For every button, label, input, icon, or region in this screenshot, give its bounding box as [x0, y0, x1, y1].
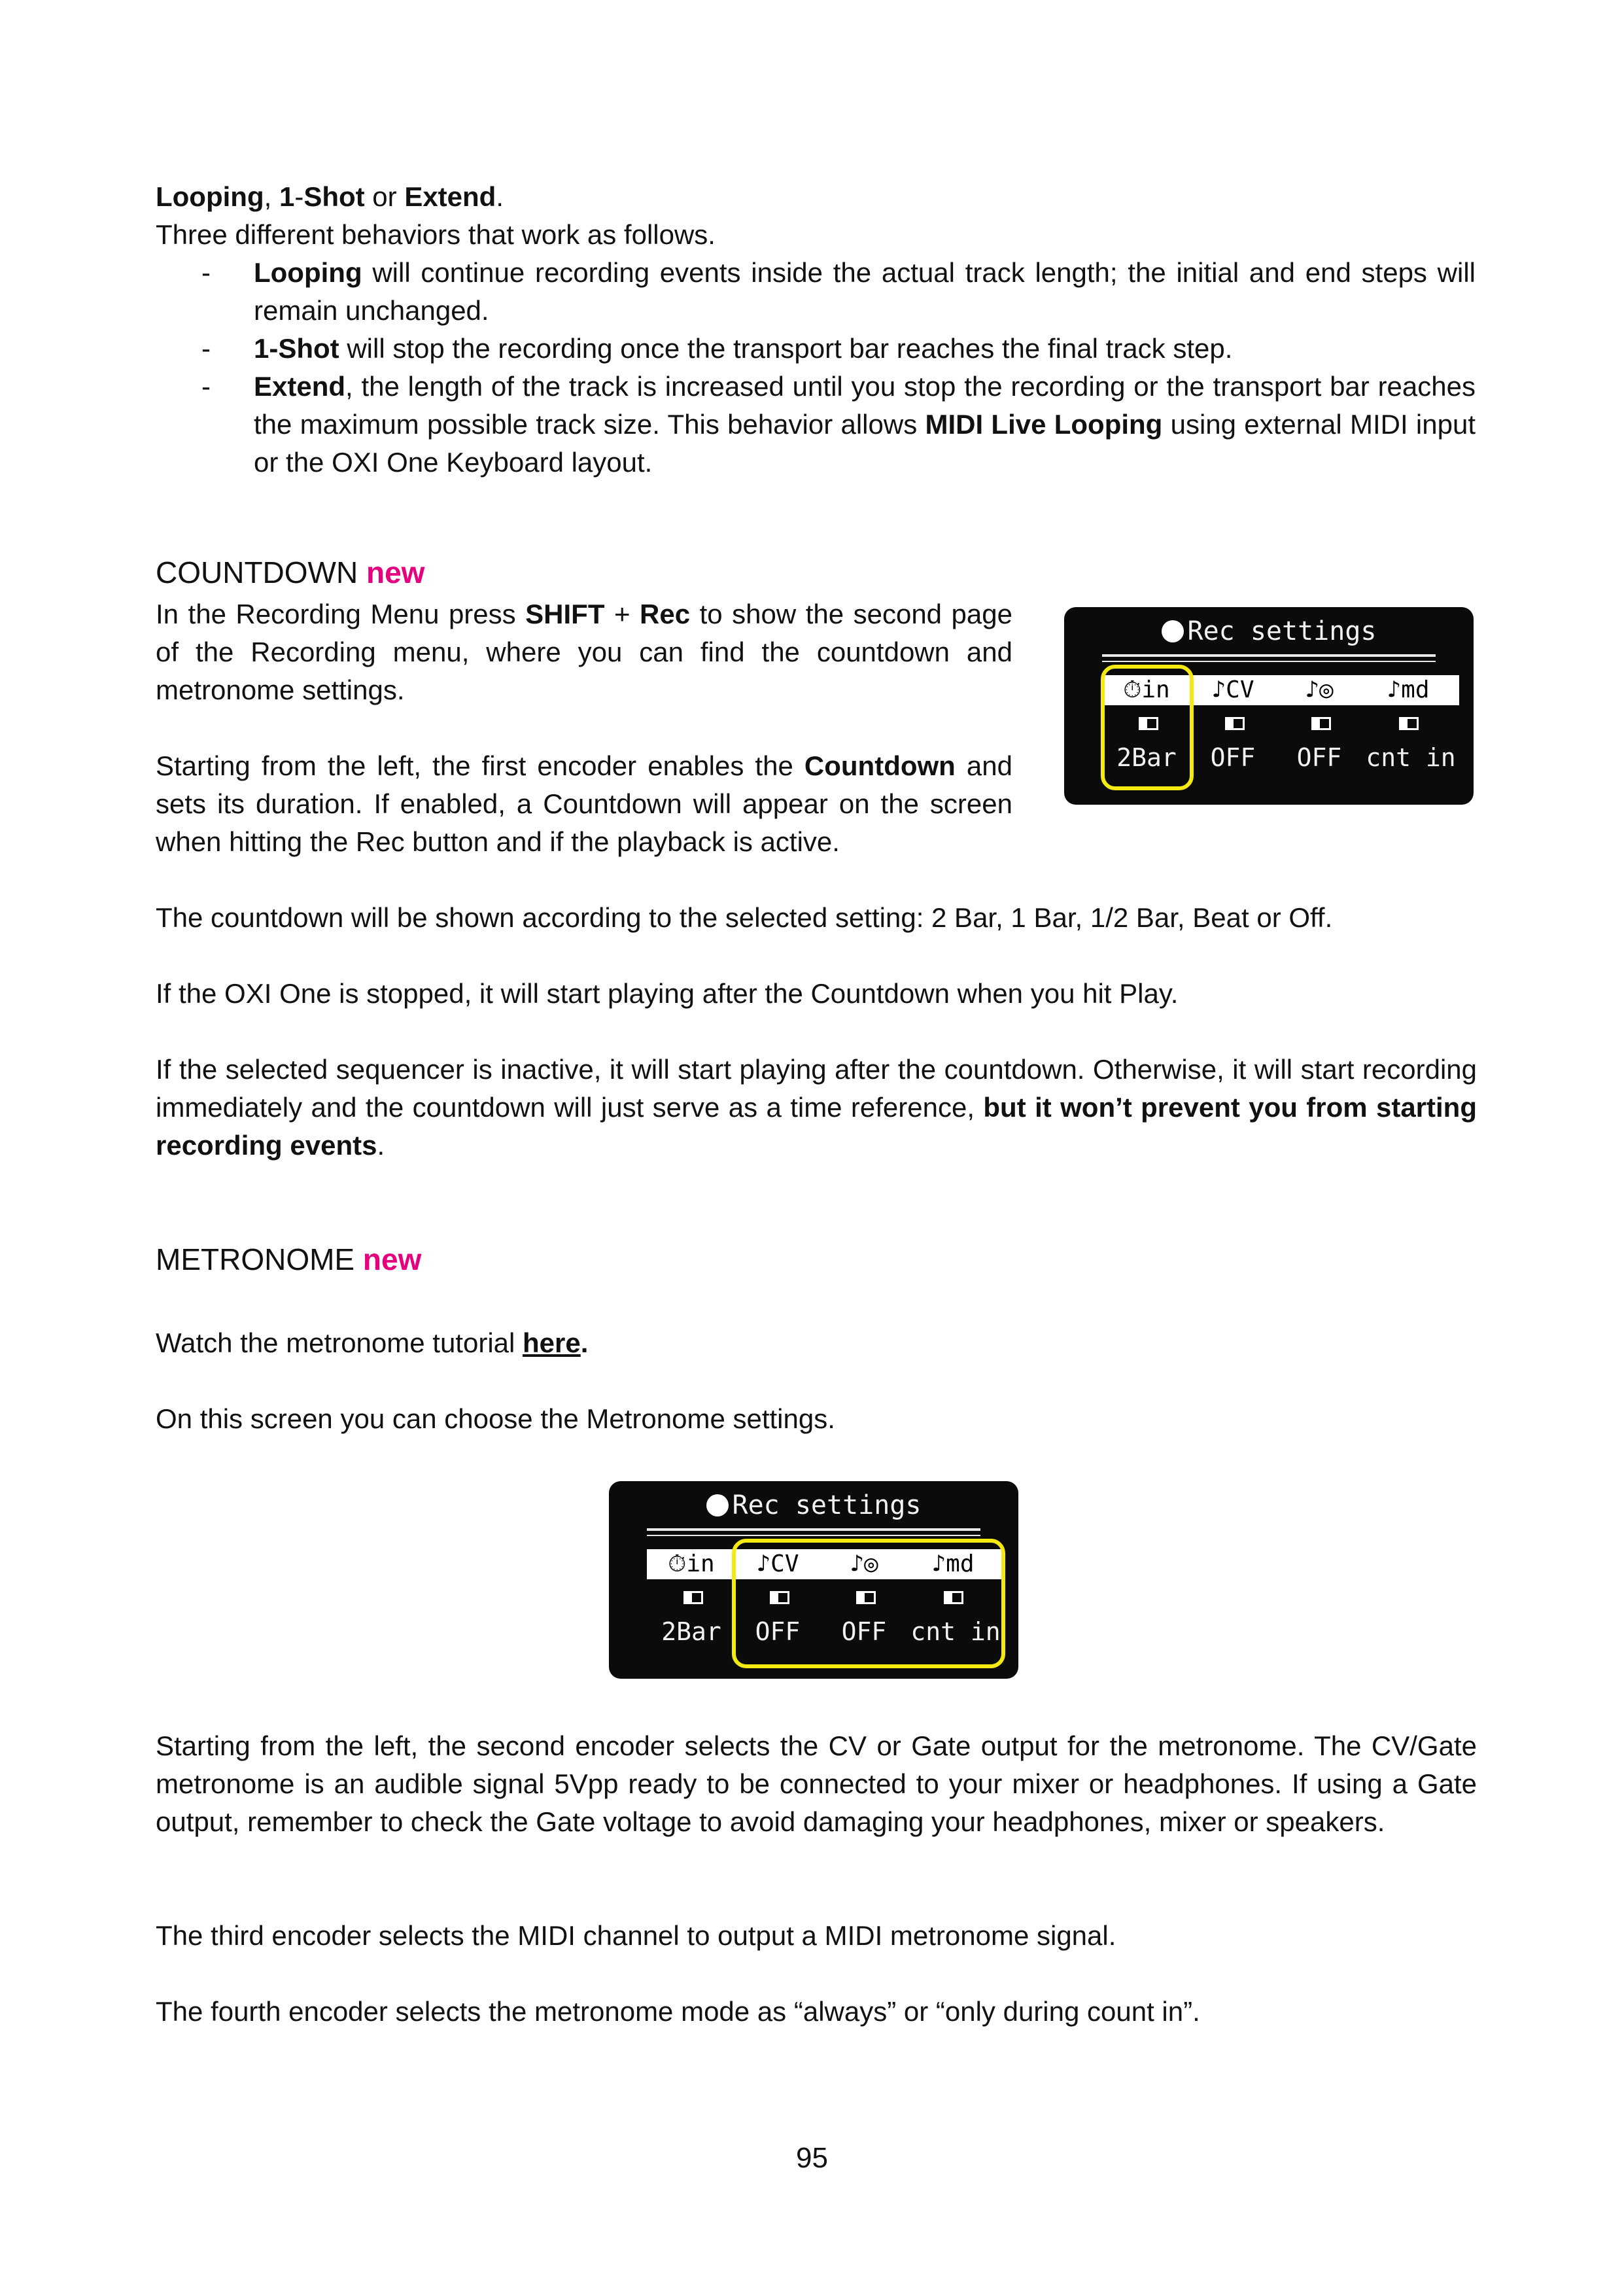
metronome-icon: ♪ — [850, 1550, 864, 1577]
bullet-dash: - — [201, 371, 211, 402]
text: and sets its duration. If enabled, a Countdown will appear on the screen when hitting the Rec button and if the playback is active. — [156, 750, 1012, 857]
tutorial-link[interactable]: here — [523, 1327, 581, 1358]
screen-title — [609, 1490, 1018, 1520]
header-md — [1362, 675, 1454, 705]
header-label: in — [1141, 676, 1170, 703]
bullet-oneshot — [201, 330, 1476, 368]
midi-port-icon: ◎ — [864, 1550, 878, 1577]
text: Watch the metronome tutorial — [156, 1327, 523, 1358]
encoder-indicator — [1225, 717, 1245, 730]
text: Starting from the left, the first encoder enables the — [156, 750, 804, 781]
countdown-para-2 — [156, 747, 1012, 861]
screen-title-text: Rec settings — [732, 1490, 922, 1520]
encoder-indicator — [1399, 717, 1419, 730]
title-divider — [1102, 661, 1436, 662]
bullet-looping — [201, 254, 1476, 330]
bullet-text: will continue recording events inside the actual track length; the initial and end steps will remain unchanged. — [254, 257, 1476, 326]
bullet-extend — [201, 368, 1476, 482]
bullet-term-midi-live-looping: MIDI Live Looping — [925, 409, 1163, 440]
title-divider — [647, 1535, 980, 1536]
rec-settings-screen-metronome — [609, 1481, 1018, 1679]
record-icon — [1162, 620, 1184, 642]
countdown-term: Countdown — [804, 750, 956, 781]
highlight-metronome — [732, 1539, 1005, 1668]
value-countdown: 2Bar — [661, 1617, 721, 1646]
header-midi — [1276, 675, 1362, 705]
looping-term: Looping — [156, 181, 264, 212]
behaviors-heading — [156, 178, 504, 216]
behaviors-lead: Three different behaviors that work as follows. — [156, 219, 716, 250]
extend-term: Extend — [404, 181, 496, 212]
midi-port-icon: ◎ — [1319, 676, 1334, 703]
screen-title — [1064, 616, 1474, 646]
oneshot-term-number: 1 — [279, 181, 295, 212]
separator: , — [264, 181, 279, 212]
section-title: COUNTDOWN — [156, 555, 358, 589]
metronome-icon: ♪ — [1211, 676, 1226, 703]
highlight-countdown — [1101, 665, 1194, 790]
countdown-icon: ⏱ — [668, 1550, 687, 1577]
countdown-icon: ⏱ — [1123, 676, 1142, 703]
page-number: 95 — [796, 2142, 828, 2174]
header-in — [648, 1549, 734, 1579]
countdown-para-1 — [156, 595, 1012, 709]
countdown-para-5 — [156, 1051, 1477, 1165]
bullet-text: using external MIDI input or the OXI One Keyboard layout. — [254, 409, 1476, 478]
header-cv — [1190, 675, 1276, 705]
bullet-dash: - — [201, 333, 211, 364]
oneshot-term-word: Shot — [303, 181, 365, 212]
bullet-term: Looping — [254, 257, 362, 288]
metronome-icon: ♪ — [756, 1550, 771, 1577]
value-cv: OFF — [755, 1617, 801, 1646]
header-label: md — [1401, 676, 1430, 703]
shift-key: SHIFT — [525, 599, 605, 629]
metronome-para-3: The third encoder selects the MIDI channel to output a MIDI metronome signal. — [156, 1920, 1116, 1951]
header-label: CV — [1226, 676, 1254, 703]
period: . — [580, 1327, 589, 1358]
value-midi: OFF — [841, 1617, 887, 1646]
value-midi: OFF — [1296, 743, 1342, 772]
metronome-para-1: On this screen you can choose the Metronome settings. — [156, 1403, 835, 1434]
text: If the selected sequencer is inactive, it will start playing after the countdown. Otherwise, it will start recording immediately and the countdown will just serve as a time reference, — [156, 1054, 1477, 1123]
period: . — [496, 181, 504, 212]
countdown-para-3: The countdown will be shown according to the selected setting: 2 Bar, 1 Bar, 1/2 Bar, Beat or Off. — [156, 902, 1333, 933]
screen-title-text: Rec settings — [1187, 616, 1377, 646]
metronome-icon: ♪ — [931, 1550, 946, 1577]
section-title: METRONOME — [156, 1242, 355, 1276]
text: In the Recording Menu press — [156, 599, 526, 629]
rec-key: Rec — [640, 599, 691, 629]
text: + — [604, 599, 640, 629]
countdown-heading — [156, 553, 424, 591]
title-divider — [647, 1528, 980, 1531]
countdown-para-4: If the OXI One is stopped, it will start playing after the Countdown when you hit Play. — [156, 978, 1179, 1009]
header-label: md — [946, 1550, 975, 1577]
new-badge: new — [366, 555, 425, 589]
text: to show the second page of the Recording menu, where you can find the countdown and metronome settings. — [156, 599, 1012, 705]
value-mode: cnt in — [910, 1617, 1001, 1646]
metronome-para-2: Starting from the left, the second encoder selects the CV or Gate output for the metronome. The CV/Gate metronome is an audible signal 5Vpp ready to be connected to your mixer or headphones. If using a Gate output, remember to check the Gate voltage to avoid damaging your headphones, mixer or speakers. — [156, 1730, 1477, 1837]
metronome-icon: ♪ — [1305, 676, 1319, 703]
encoder-indicator — [1311, 717, 1331, 730]
title-divider — [1102, 654, 1436, 657]
new-badge: new — [362, 1242, 422, 1276]
metronome-watch — [156, 1324, 588, 1362]
bullet-term: 1-Shot — [254, 333, 339, 364]
value-mode: cnt in — [1366, 743, 1456, 772]
record-icon — [706, 1494, 729, 1516]
rec-settings-screen-countdown — [1064, 607, 1474, 805]
bold-warning: but it won’t prevent you from starting recording events — [156, 1092, 1477, 1161]
bullet-dash: - — [201, 257, 211, 288]
or-text: or — [364, 181, 405, 212]
oneshot-dash: - — [294, 181, 304, 212]
value-countdown: 2Bar — [1116, 743, 1177, 772]
bullet-text: , the length of the track is increased until you stop the recording or the transport bar reaches the maximum possible track size. This behavior allows — [254, 371, 1476, 440]
bullet-text: will stop the recording once the transport bar reaches the final track step. — [339, 333, 1233, 364]
encoder-indicator — [683, 1591, 703, 1604]
header-label: CV — [770, 1550, 799, 1577]
value-cv: OFF — [1210, 743, 1256, 772]
metronome-heading — [156, 1240, 421, 1278]
text: . — [377, 1130, 385, 1161]
bullet-term: Extend — [254, 371, 346, 402]
header-label: in — [686, 1550, 715, 1577]
metronome-para-4: The fourth encoder selects the metronome mode as “always” or “only during count in”. — [156, 1996, 1200, 2027]
metronome-icon: ♪ — [1387, 676, 1402, 703]
